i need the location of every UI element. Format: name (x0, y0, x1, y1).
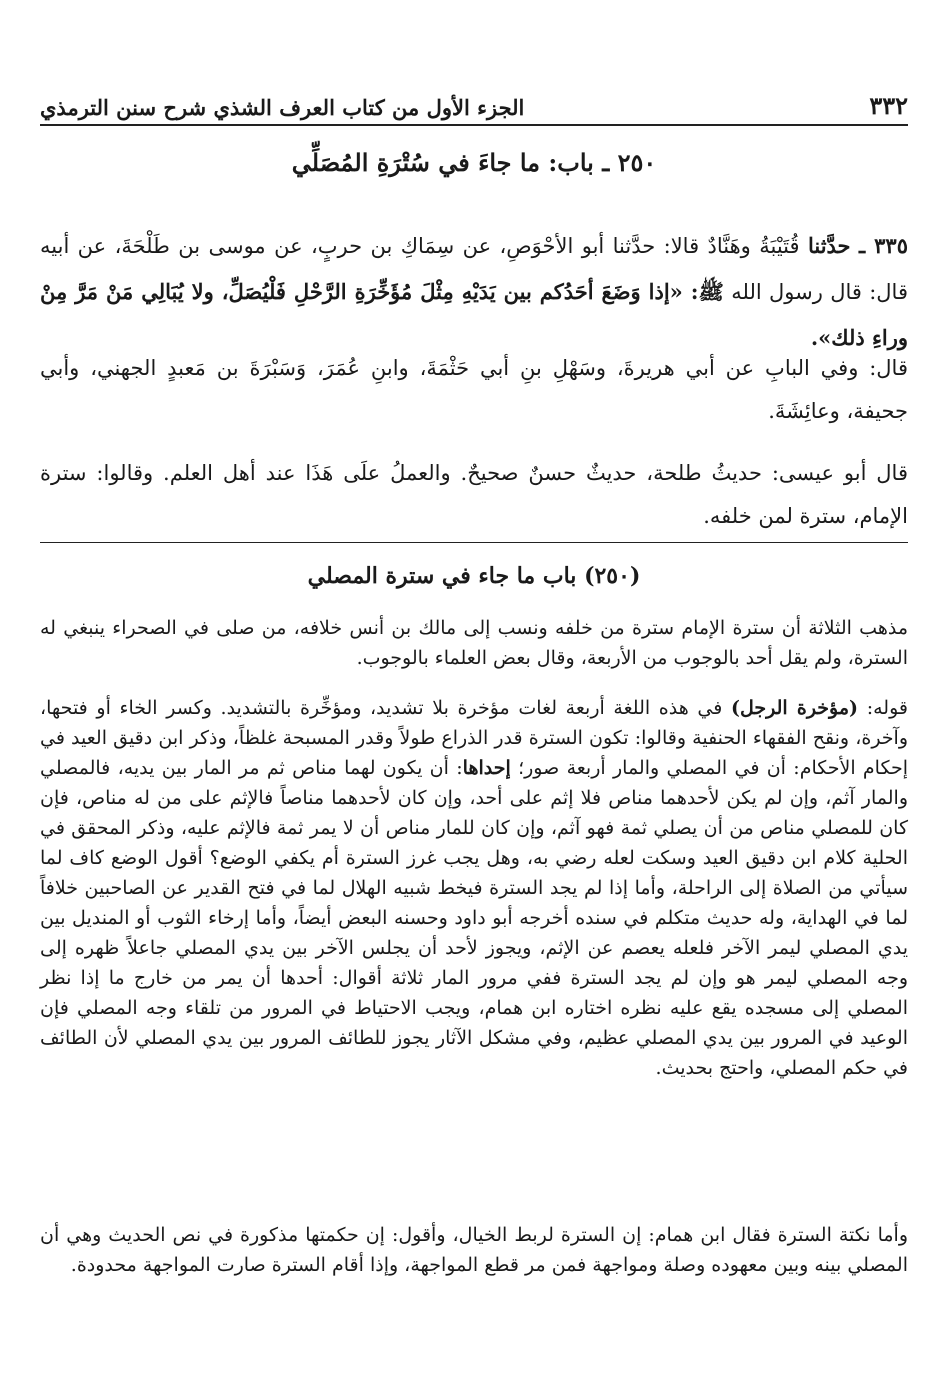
salutation-glyph: ﷺ (698, 279, 724, 304)
commentary-text-b: : أن يكون لهما مناص ثم مر المار بين يديه، فالمصلي والمار آثم، وإن لم يكن لأحدهما مناص فلا إثم على أحد، وإن كان لأحدهما مناصاً فالإثم على من له مناص، فإن كان للمصلي مناص من أن يصلي ثمة فهو آثم، وإن كان للمار مناص أن لا يمر ثمة فالإثم عليه، وذكر المحقق في الحلية كلام ابن دقيق العيد وسكت لعله رضي به، وهل يجب غرز السترة أم يكفي الوضع؟ أقول الوضع كاف لما سيأتي من الصلاة إلى الراحلة، وأما إذا لم يجد السترة فيخط شبيه الهلال لما في فتح القدير عن الصاحبين خلافاً لما في الهداية، وله حديث متكلم في سنده أخرجه أبو داود وحسنه البعض أيضاً، وأما إرخاء الثوب أو المنديل بين يدي المصلي ليمر الآخر فلعله يعصم عن الإثم، ويجوز لأحد أن يجلس الآخر بين يدي المصلي جاعلاً ظهره إلى وجه المصلي ليمر هو وإن لم يجد السترة ففي مرور المار ثلاثة أقوال: أحدها أن يمر من خارج ما إذا نظر المصلي إلى مسجده يقع عليه نظره اختاره ابن همام، ويجب الاحتياط في المرور من تلقاء وجه المصلي فإن الوعيد في المرور بين يدي المصلي عظيم، وفي مشكل الآثار يجوز للطائف المرور بين يدي المصلي لأن الطائف في حكم المصلي، واحتج بحديث. (40, 757, 909, 1079)
hadith-isnad: قُتَيْبَةُ وهَنَّادٌ قالا: حدَّثنا أبو الأحْوَصِ، عن سِمَاكِ بن حربٍ، عن موسى بن طَلْحَةَ، عن أبيه قال: قال رسول الله (40, 234, 908, 304)
commentary-ihdaha: إحداها (462, 757, 511, 779)
hadith-opening: حدَّثنا (807, 233, 851, 258)
commentary-paragraph-1: مذهب الثلاثة أن سترة الإمام سترة من خلفه ونسب إلى مالك بن أنس خلافه، من صلى في الصحراء ينبغي له السترة، ولم يقل أحد بالوجوب من الأربعة، وقال بعض العلماء بالوجوب. (40, 617, 908, 669)
header-rule (40, 124, 908, 126)
hadith-text (40, 223, 908, 361)
commentary-rule (40, 542, 908, 543)
running-header (40, 78, 908, 118)
hadith-matn: : «إذا وَضَعَ أحَدُكم بين يَدَيْهِ مِثْلَ مُؤَخِّرَةِ الرَّحْلِ فَلْيُصَلِّ، ولا يُبَالِي مَنْ مَرَّ مِنْ وراءِ ذلك». (40, 279, 908, 350)
chapter-title: ٢٥٠ ـ باب: ما جاءَ في سُتْرَةِ المُصَلِّي (291, 148, 657, 177)
running-title: الجزء الأول من كتاب العرف الشذي شرح سنن الترمذي (40, 95, 525, 120)
commentary-paragraph-2 (40, 693, 908, 1083)
abu-isa-grading: قال أبو عيسى: حديثُ طلحة، حديثٌ حسنٌ صحيحٌ. والعملُ علَى هَذَا عند أهل العلم. وقالوا: سترة الإمام، سترة لمن خلفه. (40, 461, 908, 528)
commentary-paragraph-3: وأما نكتة السترة فقال ابن همام: إن السترة لربط الخيال، وأقول: إن حكمتها مذكورة في نص الحديث وهي أن المصلي بينه وبين معهوده وصلة ومواجهة فمن مر قطع المواجهة، وإذا أقام السترة صارت المواجهة محدودة. (40, 1224, 908, 1276)
commentary-lead: قوله: (866, 697, 908, 719)
book-page (40, 0, 908, 1382)
bab-references: قال: وفي البابِ عن أبي هريرةَ، وسَهْلِ بنِ أبي حَثْمَةَ، وابنِ عُمَرَ، وَسَبْرَةَ بن مَعبدٍ الجهني، وأبي جحيفة، وعائِشَةَ. (40, 356, 908, 423)
hadith-number: ٣٣٥ ـ (858, 233, 908, 258)
commentary-title: (٢٥٠) باب ما جاء في سترة المصلي (307, 563, 641, 589)
commentary-text-a: في هذه اللغة أربعة لغات مؤخرة بلا تشديد، ومؤخِّرة بالتشديد. وكسر الخاء أو فتحها، وآخرة، ونقح الفقهاء الحنفية وقالوا: تكون السترة قدر الذراع طولاً وقدر المسبحة غلظاً، وذكر ابن دقيق العيد في إحكام الأحكام: أن في المصلي والمار أربعة صور؛ (40, 697, 908, 779)
commentary-term: (مؤخرة الرجل) (730, 697, 859, 719)
page-number: ٣٣٢ (869, 91, 908, 120)
